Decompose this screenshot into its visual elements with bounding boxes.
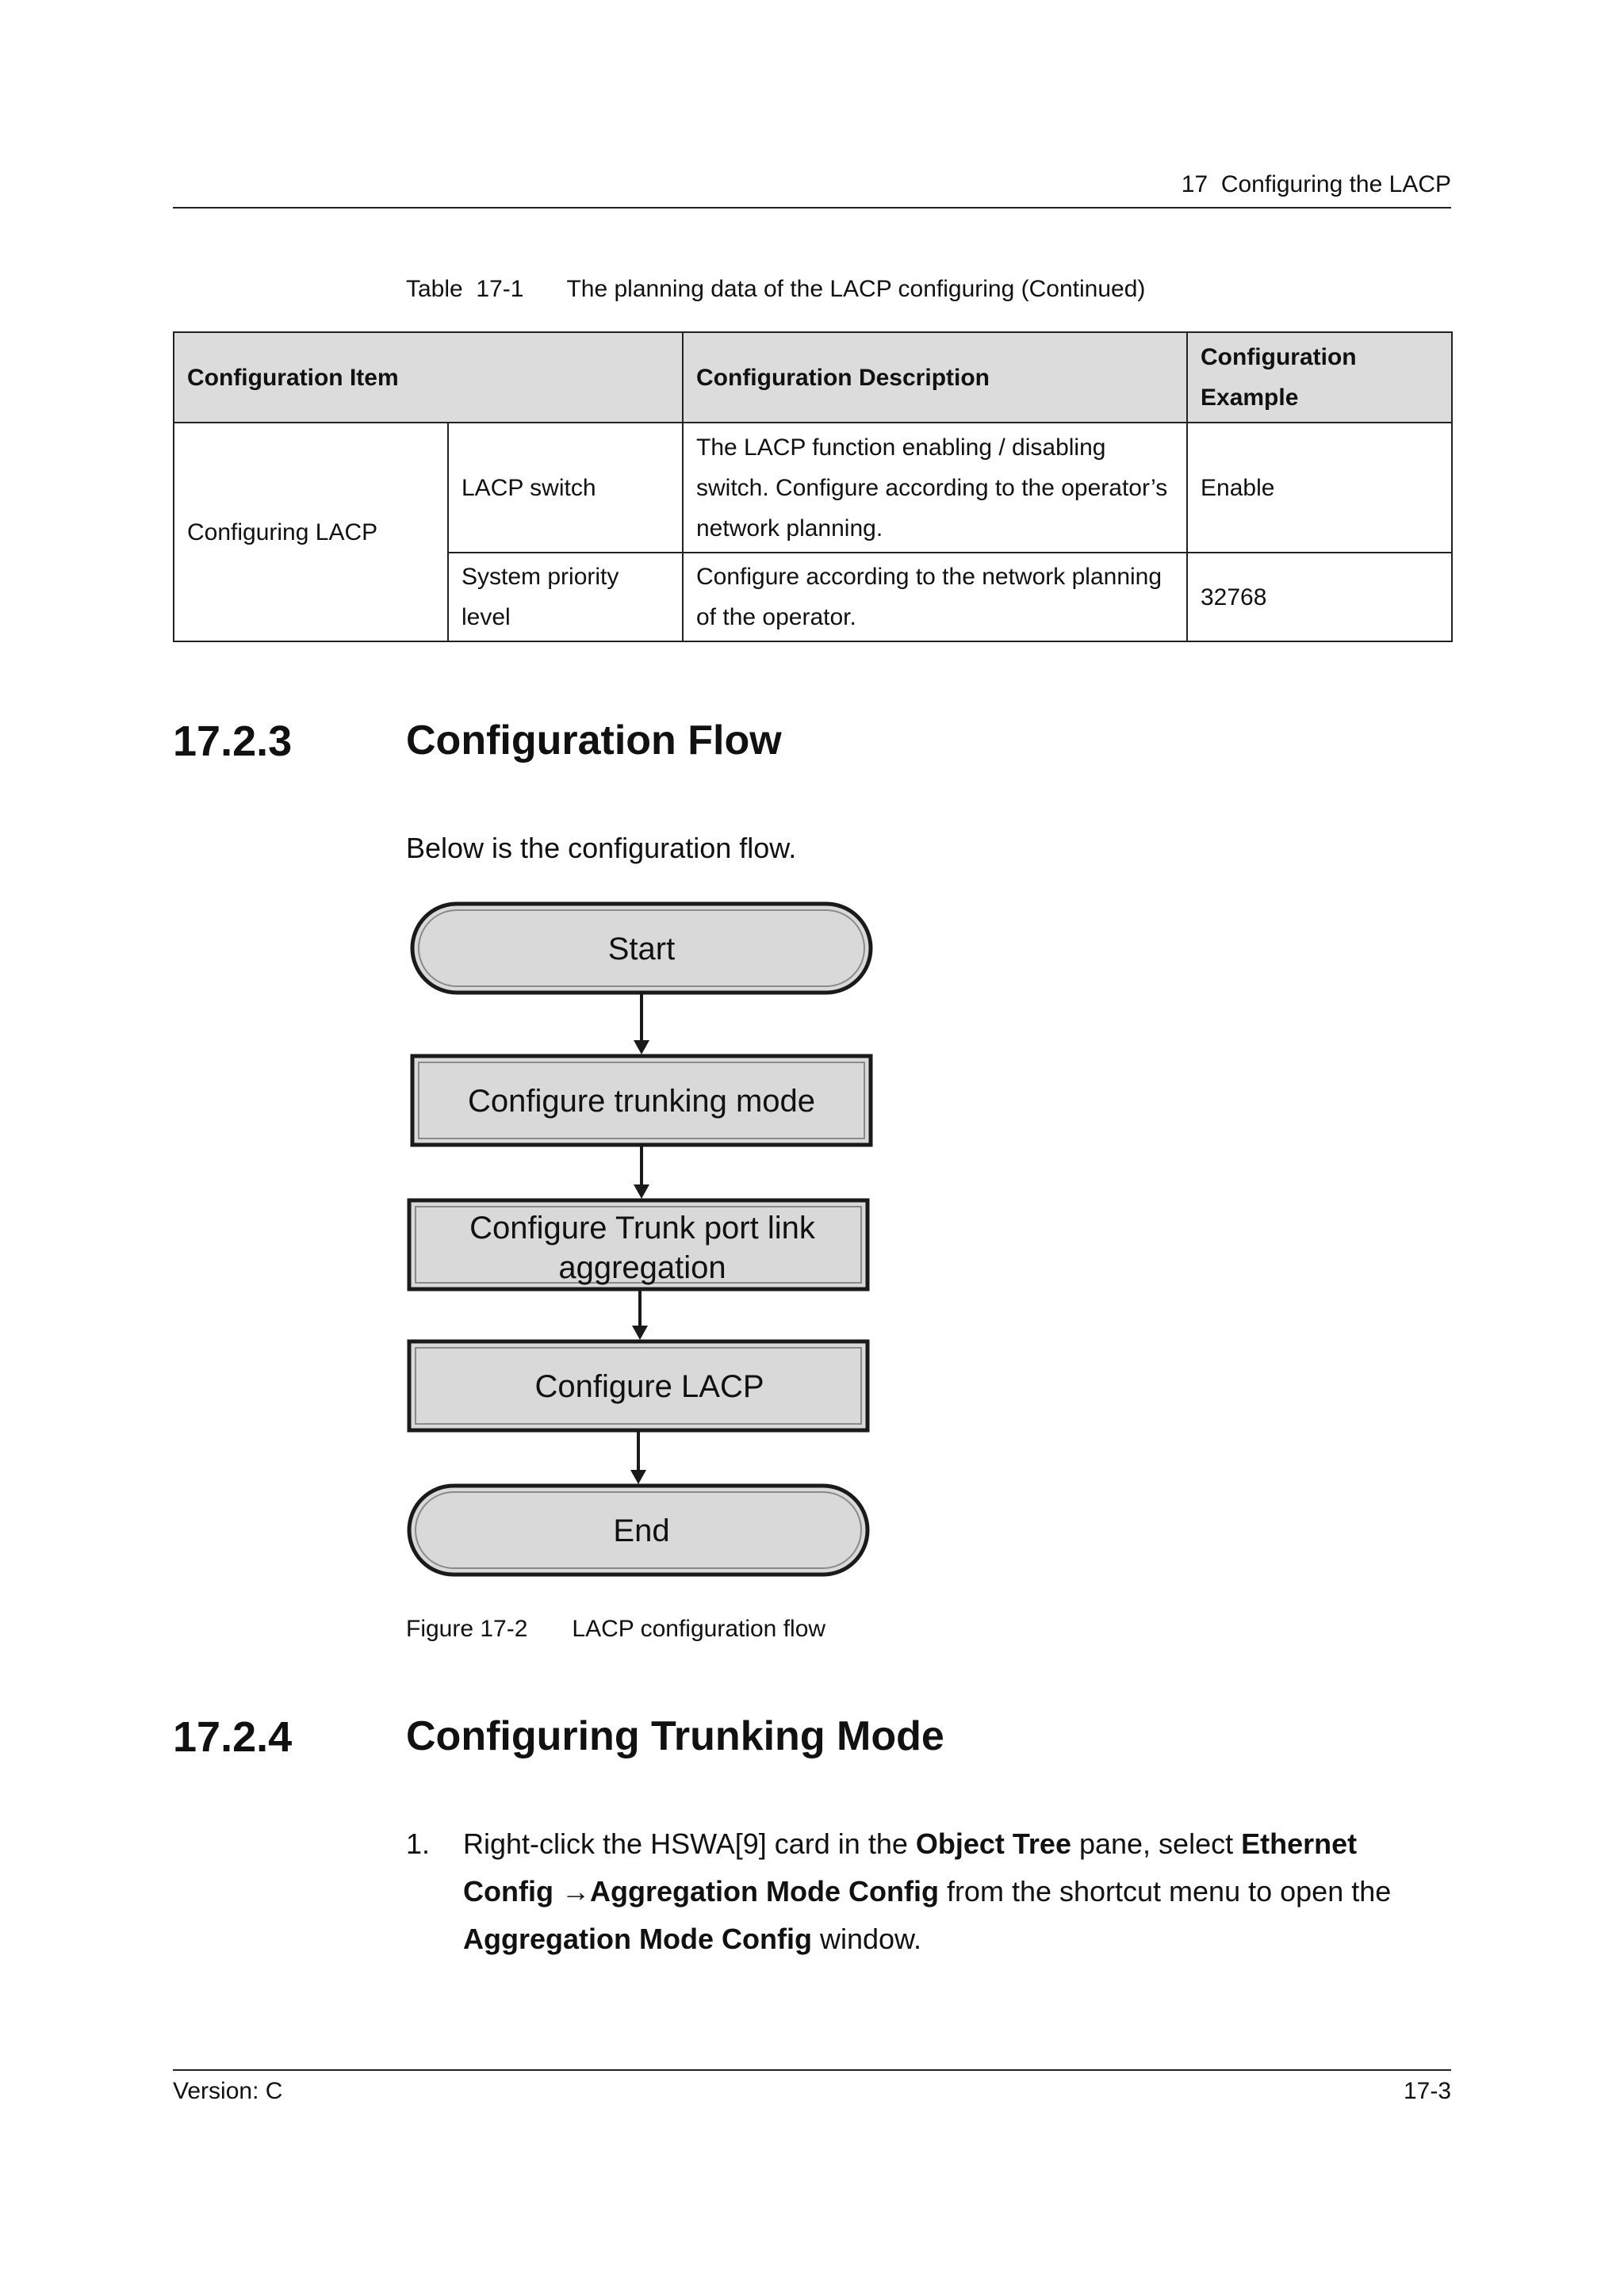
- table-header-row: [174, 332, 1452, 423]
- header-configuration-example: Configuration Example: [1187, 332, 1452, 423]
- intro-paragraph: Below is the configuration flow.: [406, 832, 797, 864]
- table-caption-label: Table 17-1: [406, 276, 524, 302]
- header-rule: [173, 207, 1451, 209]
- section-number: 17.2.3: [173, 718, 293, 765]
- section-title: Configuration Flow: [406, 718, 782, 763]
- flow-step3-label: Configure LACP: [534, 1369, 764, 1404]
- flow-arrowhead: [632, 1326, 648, 1340]
- flow-step-configure-lacp: [409, 1341, 868, 1430]
- section-number: 17.2.4: [173, 1713, 293, 1761]
- step-text: [463, 1820, 1451, 1963]
- flow-start-label: Start: [607, 932, 676, 966]
- flow-arrowhead: [634, 1040, 649, 1054]
- table-row: [174, 423, 1452, 553]
- flow-step-configure-trunk-port-link-aggregation: [409, 1200, 868, 1289]
- flow-end-node: [409, 1486, 868, 1575]
- menu-arrow-icon: →: [561, 1875, 590, 1908]
- figure-caption-title: LACP configuration flow: [572, 1616, 826, 1642]
- running-header: [1182, 171, 1451, 198]
- ui-term-ethernet-config: Ethernet Config: [463, 1827, 1358, 1908]
- cell-item: System priority level: [448, 553, 683, 641]
- configuration-flowchart: [404, 896, 880, 1578]
- step-text-part: window.: [811, 1923, 922, 1955]
- step-text-part: pane, select: [1071, 1827, 1242, 1860]
- step-text-part: from the shortcut menu to open the: [938, 1875, 1392, 1908]
- step-item: [406, 1820, 1451, 1963]
- header-configuration-description: Configuration Description: [683, 332, 1187, 423]
- flow-step2-label-line2: aggregation: [558, 1250, 726, 1285]
- footer-rule: [173, 2069, 1451, 2071]
- flow-end-label: End: [613, 1513, 670, 1548]
- ui-term-aggregation-mode-config: Aggregation Mode Config: [589, 1875, 939, 1908]
- step-text-part: Right-click the HSWA[9] card in the: [463, 1827, 916, 1860]
- table-caption: [406, 276, 1145, 303]
- table-caption-title: The planning data of the LACP configuring (Continued): [566, 276, 1146, 302]
- cell-item: LACP switch: [448, 423, 683, 553]
- cell-example: Enable: [1187, 423, 1452, 553]
- cell-description: The LACP function enabling / disabling switch. Configure according to the operator’s network planning.: [683, 423, 1187, 553]
- header-configuration-item: Configuration Item: [174, 332, 683, 423]
- flow-step-configure-trunking-mode: [412, 1056, 871, 1145]
- flow-step2-label-line1: Configure Trunk port link: [469, 1211, 815, 1246]
- chapter-title: Configuring the LACP: [1220, 171, 1451, 197]
- figure-caption-label: Figure 17-2: [406, 1616, 528, 1642]
- planning-data-table: [173, 331, 1453, 642]
- section-title: Configuring Trunking Mode: [406, 1713, 944, 1759]
- flow-start-node: [412, 904, 871, 993]
- figure-caption: [406, 1616, 825, 1643]
- footer-page-number: 17-3: [1403, 2078, 1451, 2104]
- footer-version: Version: C: [173, 2078, 283, 2104]
- flow-step1-label: Configure trunking mode: [467, 1084, 816, 1119]
- group-cell-configuring-lacp: Configuring LACP: [174, 423, 448, 641]
- flow-arrowhead: [630, 1470, 646, 1484]
- cell-example: 32768: [1187, 553, 1452, 641]
- cell-description: Configure according to the network planning of the operator.: [683, 553, 1187, 641]
- ui-term-object-tree: Object Tree: [915, 1827, 1071, 1860]
- ui-term-aggregation-mode-config-window: Aggregation Mode Config: [463, 1923, 812, 1955]
- step-number: 1.: [406, 1827, 431, 1860]
- chapter-number: 17: [1181, 171, 1208, 197]
- flow-arrowhead: [634, 1184, 649, 1199]
